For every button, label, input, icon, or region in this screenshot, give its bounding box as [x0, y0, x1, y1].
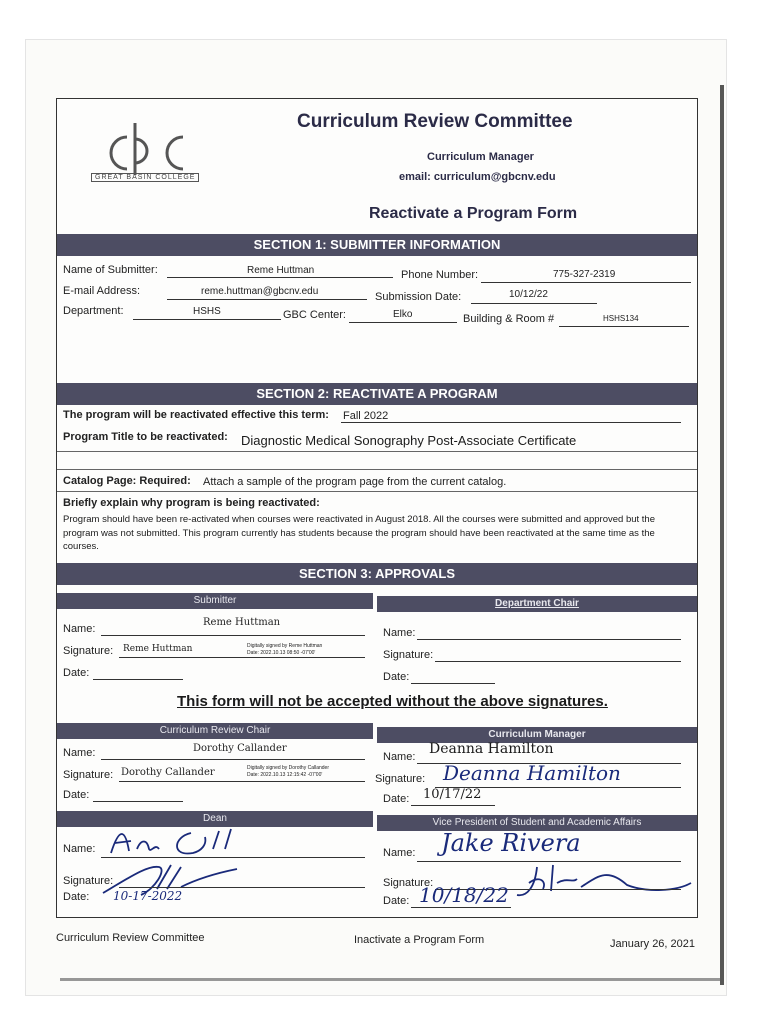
term-label: The program will be reactivated effective this term: — [63, 409, 329, 421]
committee-title: Curriculum Review Committee — [297, 111, 573, 132]
center-value: Elko — [393, 309, 413, 320]
explain-line-2: program was not submitted. This program currently has students because the program should have been reactivated at the same time as the — [63, 528, 655, 539]
scan-edge-bottom — [60, 978, 720, 981]
chair-date-label: Date: — [383, 671, 410, 683]
curriculum-manager-head: Curriculum Manager — [377, 727, 697, 743]
submitter-signature-value: Reme Huttman — [123, 644, 193, 654]
center-label: GBC Center: — [283, 309, 346, 321]
explain-label: Briefly explain why program is being reactivated: — [63, 497, 320, 509]
submitter-signature-label: Signature: — [63, 645, 114, 657]
vp-signature-handwriting — [477, 857, 697, 903]
phone-label: Phone Number: — [401, 269, 479, 281]
explain-line-3: courses. — [63, 541, 99, 552]
cm-signature-label: Signature: — [375, 773, 426, 785]
email-value: reme.huttman@gbcnv.edu — [201, 286, 319, 297]
vp-signature-label: Signature: — [383, 877, 434, 889]
logo-org-text: GREAT BASIN COLLEGE — [91, 173, 199, 182]
footer-date: January 26, 2021 — [610, 938, 696, 950]
crc-digital-note: Digitally signed by Dorothy Callander — [247, 765, 329, 771]
dean-date-label: Date: — [63, 891, 90, 903]
cm-name-value: Deanna Hamilton — [429, 741, 554, 757]
explain-line-1: Program should have been re-activated when courses were reactivated in August 2018. All the courses were submitted and approved but the — [63, 514, 655, 525]
submitter-date-label: Date: — [63, 667, 90, 679]
catalog-text: Attach a sample of the program page from the current catalog. — [203, 476, 507, 488]
department-value: HSHS — [193, 306, 221, 317]
crc-name-value: Dorothy Callander — [193, 743, 287, 754]
footer-form-name: Inactivate a Program Form — [354, 934, 485, 946]
dean-name-handwriting — [101, 823, 291, 859]
email-line: email: curriculum@gbcnv.edu — [399, 171, 556, 183]
dean-name-label: Name: — [63, 843, 96, 855]
cm-date-label: Date: — [383, 793, 410, 805]
submitter-name-label: Name of Submitter: — [63, 264, 158, 276]
submission-date-value: 10/12/22 — [509, 289, 548, 300]
dean-date-value: 10-17-2022 — [113, 889, 183, 903]
submitter-digital-note: Digitally signed by Reme Huttman — [247, 643, 323, 649]
submission-date-label: Submission Date: — [375, 291, 462, 303]
cm-date-value: 10/17/22 — [423, 787, 482, 802]
chair-name-label: Name: — [383, 627, 416, 639]
crc-signature-value: Dorothy Callander — [121, 767, 215, 778]
dean-head: Dean — [57, 811, 373, 827]
vp-date-label: Date: — [383, 895, 410, 907]
manager-line: Curriculum Manager — [427, 151, 534, 163]
chair-signature-label: Signature: — [383, 649, 434, 661]
email-label: E-mail Address: — [63, 285, 141, 297]
submitter-name-label2: Name: — [63, 623, 96, 635]
vp-name-label: Name: — [383, 847, 416, 859]
department-label: Department: — [63, 305, 124, 317]
dept-chair-head: Department Chair — [377, 596, 697, 612]
scan-edge-right — [720, 85, 724, 985]
room-value: HSHS134 — [603, 314, 639, 323]
term-value: Fall 2022 — [343, 410, 389, 422]
vp-head: Vice President of Student and Academic Affairs — [377, 815, 697, 831]
program-title-value: Diagnostic Medical Sonography Post-Associate Certificate — [241, 433, 577, 448]
submitter-digital-date: Date: 2022.10.13 08:50 -07'00' — [247, 650, 316, 656]
vp-name-value: Jake Rivera — [441, 829, 581, 857]
form-name: Reactivate a Program Form — [369, 205, 578, 222]
crc-date-label: Date: — [63, 789, 90, 801]
crc-name-label: Name: — [63, 747, 96, 759]
submitter-head: Submitter — [57, 593, 373, 609]
footer-committee: Curriculum Review Committee — [56, 932, 205, 944]
section1-heading: SECTION 1: SUBMITTER INFORMATION — [57, 234, 697, 256]
program-title-label: Program Title to be reactivated: — [63, 431, 228, 443]
dean-signature-label: Signature: — [63, 875, 114, 887]
crc-signature-label: Signature: — [63, 769, 114, 781]
section2-heading: SECTION 2: REACTIVATE A PROGRAM — [57, 383, 697, 405]
submitter-approval-name: Reme Huttman — [203, 617, 281, 628]
review-form — [56, 98, 698, 918]
crc-digital-date: Date: 2022.10.13 12:15:42 -07'00' — [247, 772, 323, 778]
vp-date-value: 10/18/22 — [419, 883, 509, 907]
phone-value: 775-327-2319 — [553, 269, 616, 280]
signature-warning: This form will not be accepted without the above signatures. — [177, 693, 608, 710]
cm-signature-value: Deanna Hamilton — [443, 761, 621, 785]
crc-chair-head: Curriculum Review Chair — [57, 723, 373, 739]
section3-heading: SECTION 3: APPROVALS — [57, 563, 697, 585]
room-label: Building & Room # — [463, 313, 555, 325]
submitter-name-value: Reme Huttman — [247, 265, 315, 276]
catalog-label: Catalog Page: Required: — [63, 475, 191, 487]
cm-name-label: Name: — [383, 751, 416, 763]
